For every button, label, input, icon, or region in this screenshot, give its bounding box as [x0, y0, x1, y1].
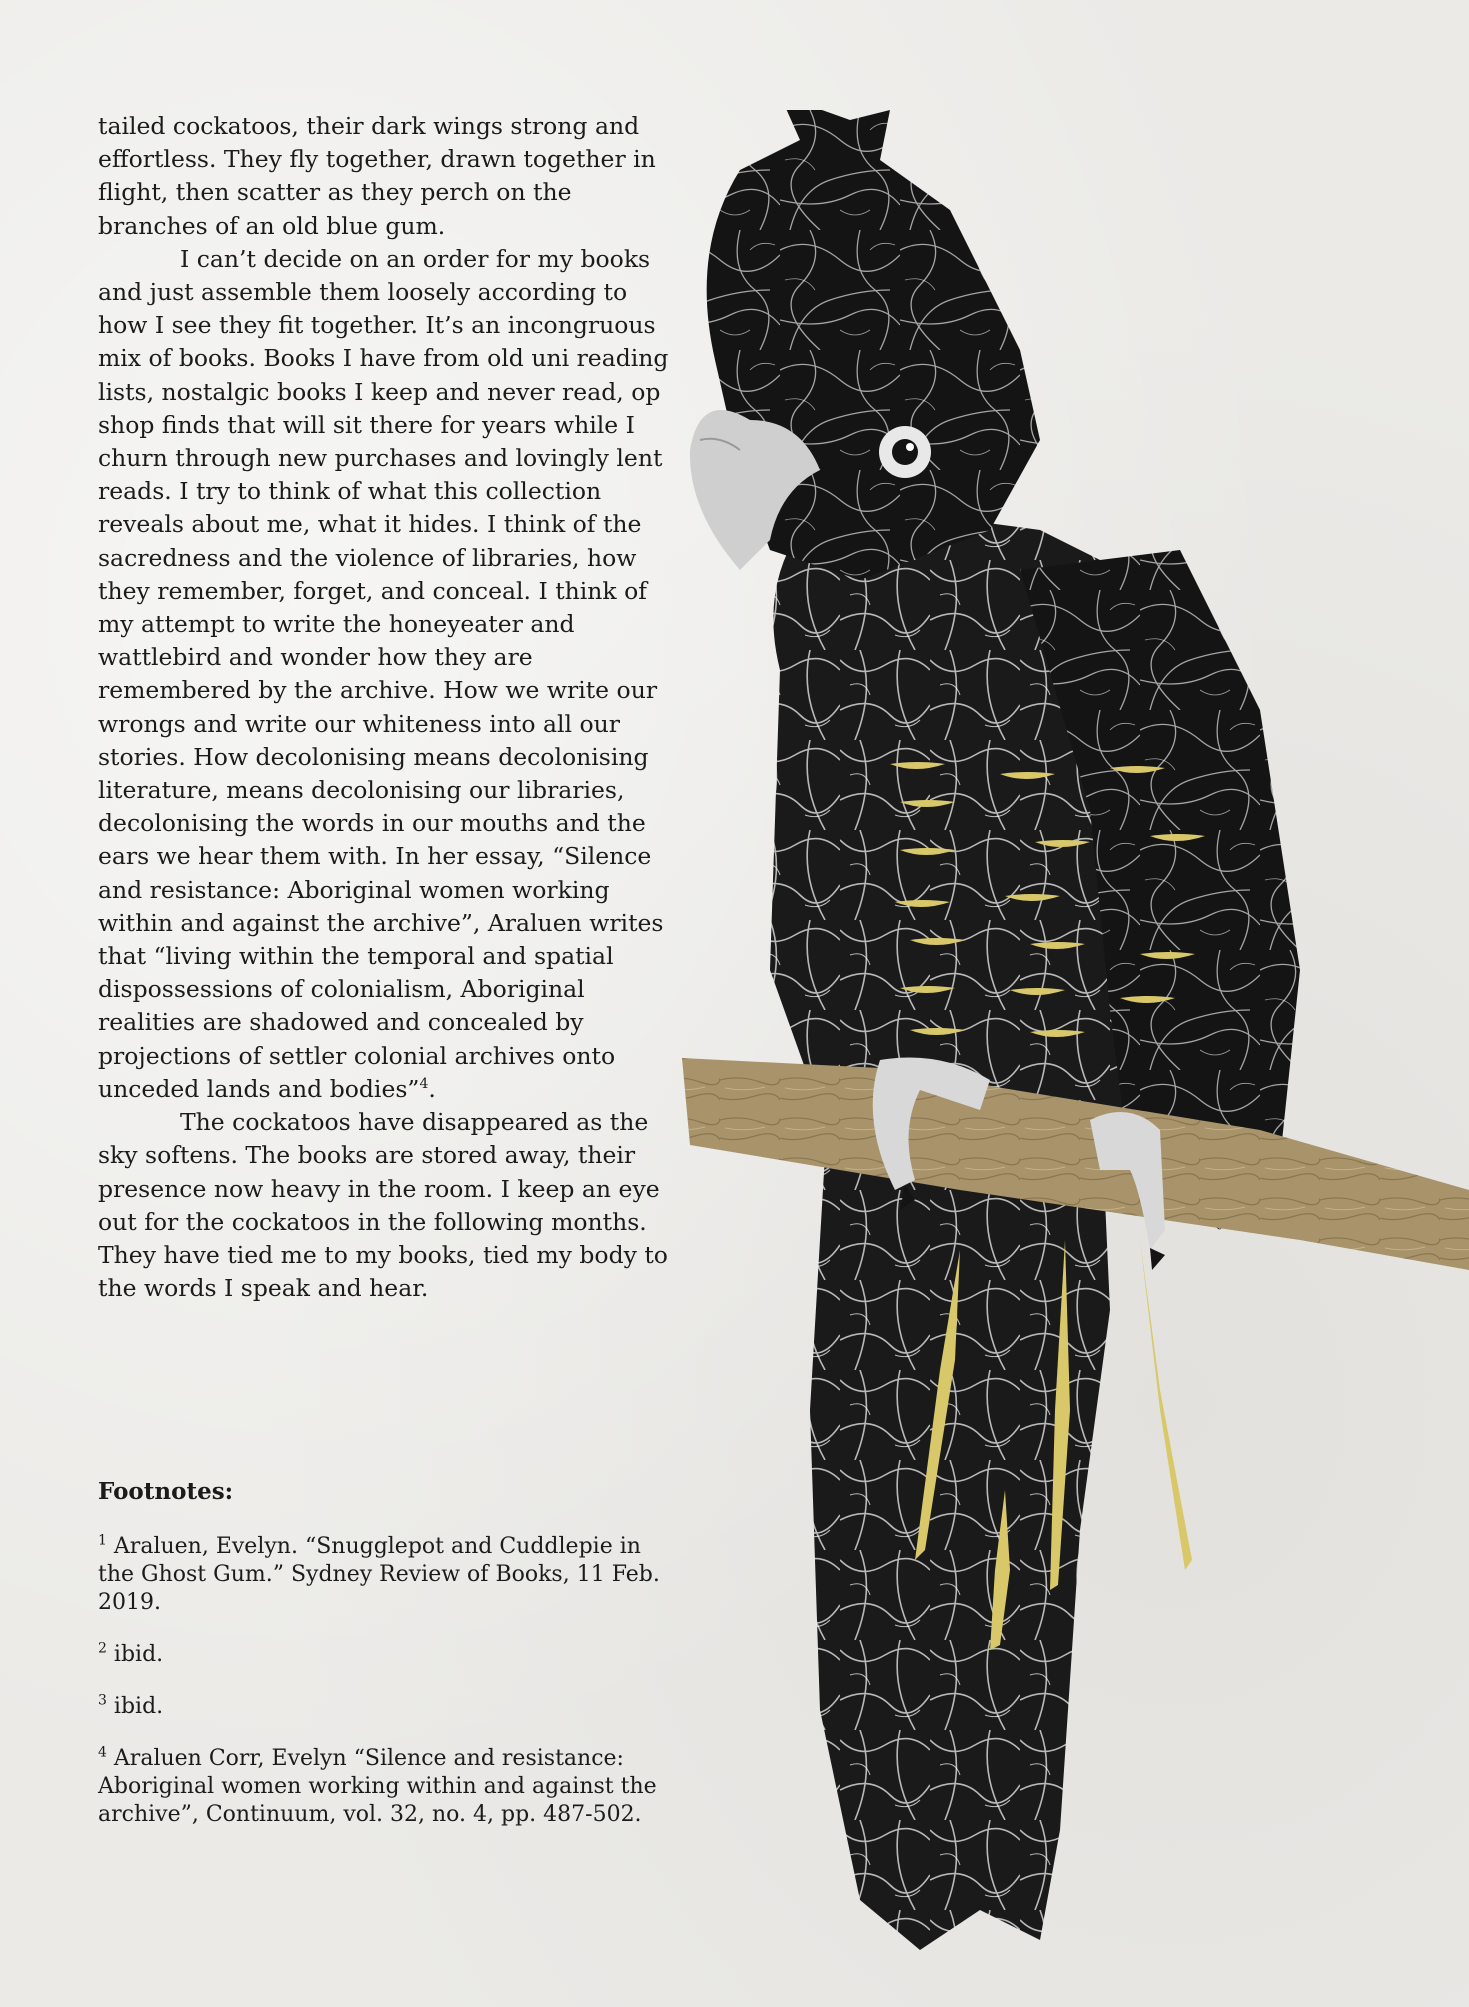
- paragraph-2-end: .: [428, 1074, 436, 1103]
- footnote-number: 2: [98, 1640, 107, 1657]
- footnote-ref-4: 4: [419, 1076, 429, 1093]
- footnote-text: Araluen, Evelyn. “Snugglepot and Cuddlepie in the Ghost Gum.” Sydney Review of Books, 11 Feb. 2019.: [98, 1534, 660, 1615]
- body-text: [98, 110, 678, 1305]
- footnote-text: ibid.: [113, 1642, 164, 1667]
- cockatoo-illustration: [660, 110, 1469, 2007]
- footnote-2: [98, 1641, 678, 1669]
- footnote-text: ibid.: [113, 1694, 164, 1719]
- paragraph-2-text: I can’t decide on an order for my books and just assemble them loosely according to how I see they fit together. It’s an incongruous mix of books. Books I have from old uni reading lists, nostalgic books I keep and never read, op shop finds that will sit there for years while I churn through new purchases and lovingly lent reads. I try to think of what this collection reveals about me, what it hides. I think of the sacredness and the violence of libraries, how they remember, forget, and conceal. I think of my attempt to write the honeyeater and wattlebird and wonder how they are remembered by the archive. How we write our wrongs and write our whiteness into all our stories. How decolonising means decolonising literature, means decolonising our libraries, decolonising the words in our mouths and the ears we hear them with. In her essay, “Silence and resistance: Aboriginal women working within and against the archive”, Araluen writes that “living within the temporal and spatial dispossessions of colonialism, Aboriginal realities are shadowed and concealed by projections of settler colonial archives onto unceded lands and bodies”: [98, 244, 669, 1103]
- footnote-1: [98, 1533, 678, 1617]
- paragraph-1: tailed cockatoos, their dark wings strong and effortless. They fly together, drawn together in flight, then scatter as they perch on the branches of an old blue gum.: [98, 112, 656, 240]
- paragraph-3: The cockatoos have disappeared as the sky softens. The books are stored away, their presence now heavy in the room. I keep an eye out for the cockatoos in the following months. They have tied me to my books, tied my body to the words I speak and hear.: [98, 1108, 668, 1303]
- footnote-text: Araluen Corr, Evelyn “Silence and resistance: Aboriginal women working within and against the archive”, Continuum, vol. 32, no. 4, pp. 487-502.: [98, 1746, 657, 1827]
- footnotes-section: [98, 1478, 678, 1853]
- footnote-number: 4: [98, 1744, 107, 1761]
- paragraph-2: [98, 243, 678, 1106]
- footnotes-heading: Footnotes:: [98, 1478, 234, 1505]
- footnote-number: 1: [98, 1532, 107, 1549]
- footnote-4: [98, 1745, 678, 1829]
- footnote-3: [98, 1693, 678, 1721]
- footnote-number: 3: [98, 1692, 107, 1709]
